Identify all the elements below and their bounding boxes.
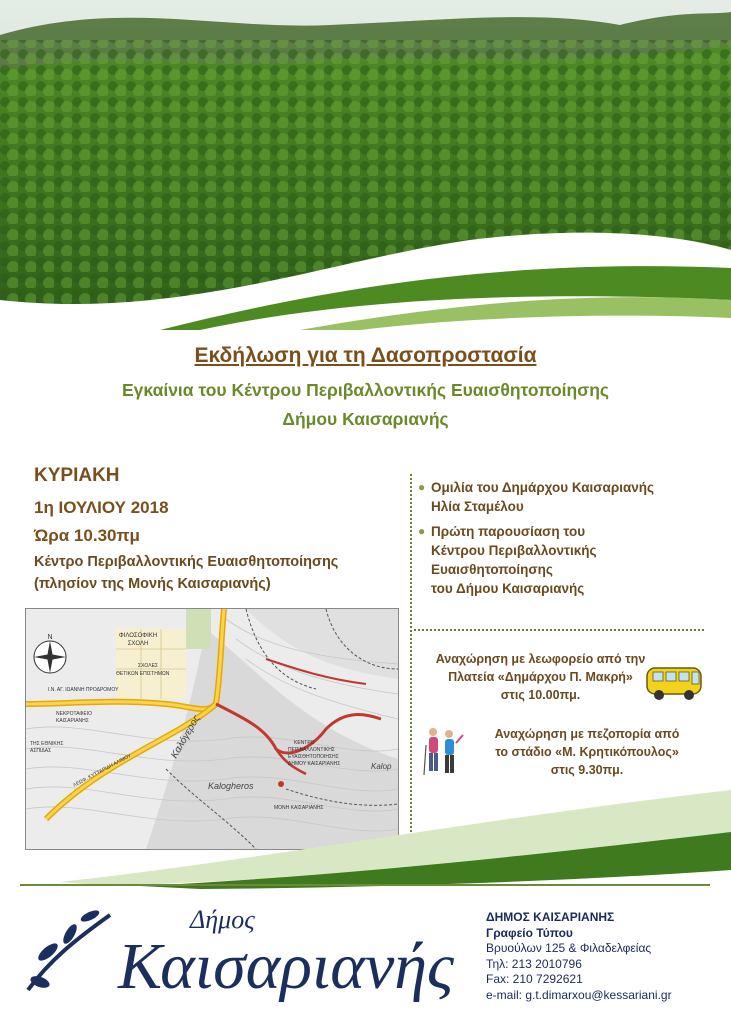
svg-text:ΦΙΛΟΣΟΦΙΚΗ: ΦΙΛΟΣΟΦΙΚΗ <box>118 633 158 639</box>
event-place-note: (πλησίον της Μονής Καισαριανής) <box>34 576 271 592</box>
svg-text:ΜΟΝΗ ΚΑΙΣΑΡΙΑΝΗΣ: ΜΟΝΗ ΚΑΙΣΑΡΙΑΝΗΣ <box>274 805 324 811</box>
svg-text:Kalogheros: Kalogheros <box>208 781 254 791</box>
bus-info-line: Αναχώρηση με λεωφορείο από την <box>435 652 646 666</box>
contact-phone: Τηλ: 213 2010796 <box>486 956 582 971</box>
svg-text:ΕΥΑΙΣΘΗΤΟΠΟΙΗΣΗΣ: ΕΥΑΙΣΘΗΤΟΠΟΙΗΣΗΣ <box>288 754 339 760</box>
bottom-swoosh-decoration <box>0 790 731 890</box>
horizontal-divider <box>414 629 704 631</box>
bus-info-line: Πλατεία «Δημάρχου Π. Μακρή» <box>448 670 633 684</box>
municipality-logo <box>20 890 460 1010</box>
svg-text:ΛΕΩΦ. ΚΥΤΤΑΡΙΔΗ ΑΛΙΜΟΥ: ΛΕΩΦ. ΚΥΤΤΑΡΙΔΗ ΑΛΙΜΟΥ <box>72 752 133 789</box>
hikers-icon <box>421 725 465 780</box>
vertical-divider <box>410 474 412 832</box>
program-item-line: Πρώτη παρουσίαση του <box>431 524 586 539</box>
contact-block <box>486 910 672 1004</box>
event-day: ΚΥΡΙΑΚΗ <box>34 465 120 486</box>
svg-text:ΚΑΙΣΑΡΙΑΝΗΣ: ΚΑΙΣΑΡΙΑΝΗΣ <box>56 718 89 724</box>
svg-text:ΝΕΚΡΟΤΑΦΕΙΟ: ΝΕΚΡΟΤΑΦΕΙΟ <box>56 711 92 717</box>
logo-text-large: Καισαριανής <box>118 930 454 1003</box>
walk-departure-info <box>462 725 712 779</box>
contact-fax: Fax: 210 7292621 <box>486 972 583 987</box>
bus-departure-info <box>428 650 653 704</box>
walk-info-line: το στάδιο «Μ. Κρητικόπουλος» <box>495 745 679 759</box>
svg-text:ΤΗΣ ΕΘΝΙΚΗΣ: ΤΗΣ ΕΘΝΙΚΗΣ <box>30 741 64 747</box>
bus-info-line: στις 10.00πμ. <box>500 688 581 702</box>
svg-text:Καλόγερος: Καλόγερος <box>169 713 203 761</box>
contact-email[interactable]: e-mail: g.t.dimarxou@kessariani.gr <box>486 987 672 1002</box>
program-item-line: Κέντρου Περιβαλλοντικής <box>431 543 597 558</box>
walk-info-line: στις 9.30πμ. <box>550 763 624 777</box>
program-item <box>418 522 718 598</box>
event-date: 1η ΙΟΥΛΙΟΥ 2018 <box>34 498 169 517</box>
event-when-block <box>34 464 338 592</box>
svg-text:ΑΣΠΙΔΑΣ: ΑΣΠΙΔΑΣ <box>30 748 52 754</box>
bus-icon <box>645 662 705 702</box>
logo-text-small: Δήμος <box>190 905 255 934</box>
program-item-line: του Δήμου Καισαριανής <box>431 581 585 596</box>
svg-text:ΔΗΜΟΥ ΚΑΙΣΑΡΙΑΝΗΣ: ΔΗΜΟΥ ΚΑΙΣΑΡΙΑΝΗΣ <box>288 761 341 767</box>
olive-branch-icon <box>28 908 110 990</box>
program-list <box>418 478 718 604</box>
event-title: Εκδήλωση για τη Δασοπροστασία <box>194 344 537 367</box>
contact-org: ΔΗΜΟΣ ΚΑΙΣΑΡΙΑΝΗΣ <box>486 910 615 924</box>
svg-text:ΠΕΡΙΒΑΛΛΟΝΤΙΚΗΣ: ΠΕΡΙΒΑΛΛΟΝΤΙΚΗΣ <box>288 747 335 753</box>
location-marker-icon <box>278 781 284 787</box>
bullet-icon: ● <box>418 524 426 538</box>
contact-address: Βρυούλων 125 & Φιλαδελφείας <box>486 941 652 956</box>
svg-text:ΣΧΟΛΕΣ: ΣΧΟΛΕΣ <box>138 663 158 669</box>
program-item-line: Ευαισθητοποίησης <box>431 562 553 577</box>
footer-divider <box>20 884 710 886</box>
event-time: Ώρα 10.30πμ <box>34 526 140 545</box>
svg-text:ΚΕΝΤΡΟ: ΚΕΝΤΡΟ <box>294 740 315 746</box>
event-subtitle-line1: Εγκαίνια του Κέντρου Περιβαλλοντικής Ευαισθητοποίησης <box>122 380 609 400</box>
svg-text:Ι.Ν. ΑΓ. ΙΩΑΝΝΗ ΠΡΟΔΡΟΜΟΥ: Ι.Ν. ΑΓ. ΙΩΑΝΝΗ ΠΡΟΔΡΟΜΟΥ <box>48 687 119 693</box>
svg-text:Kalop: Kalop <box>371 762 392 771</box>
svg-text:ΣΧΟΛΗ: ΣΧΟΛΗ <box>127 641 149 647</box>
svg-text:ΘΕΤΙΚΩΝ ΕΠΙΣΤΗΜΩΝ: ΘΕΤΙΚΩΝ ΕΠΙΣΤΗΜΩΝ <box>116 671 170 677</box>
walk-info-line: Αναχώρηση με πεζοπορία από <box>494 727 680 741</box>
svg-text:N: N <box>47 634 53 641</box>
program-item-line: Ομιλία του Δημάρχου Καισαριανής <box>431 480 655 495</box>
event-subtitle-line2: Δήμου Καισαριανής <box>282 409 449 429</box>
event-place: Κέντρο Περιβαλλοντικής Ευαισθητοποίησης <box>34 554 339 570</box>
forest-hero-image <box>0 0 731 330</box>
contact-office: Γραφείο Τύπου <box>486 925 573 940</box>
program-item-line: Ηλία Σταμέλου <box>431 499 524 514</box>
bullet-icon: ● <box>418 480 426 494</box>
program-item <box>418 478 718 516</box>
